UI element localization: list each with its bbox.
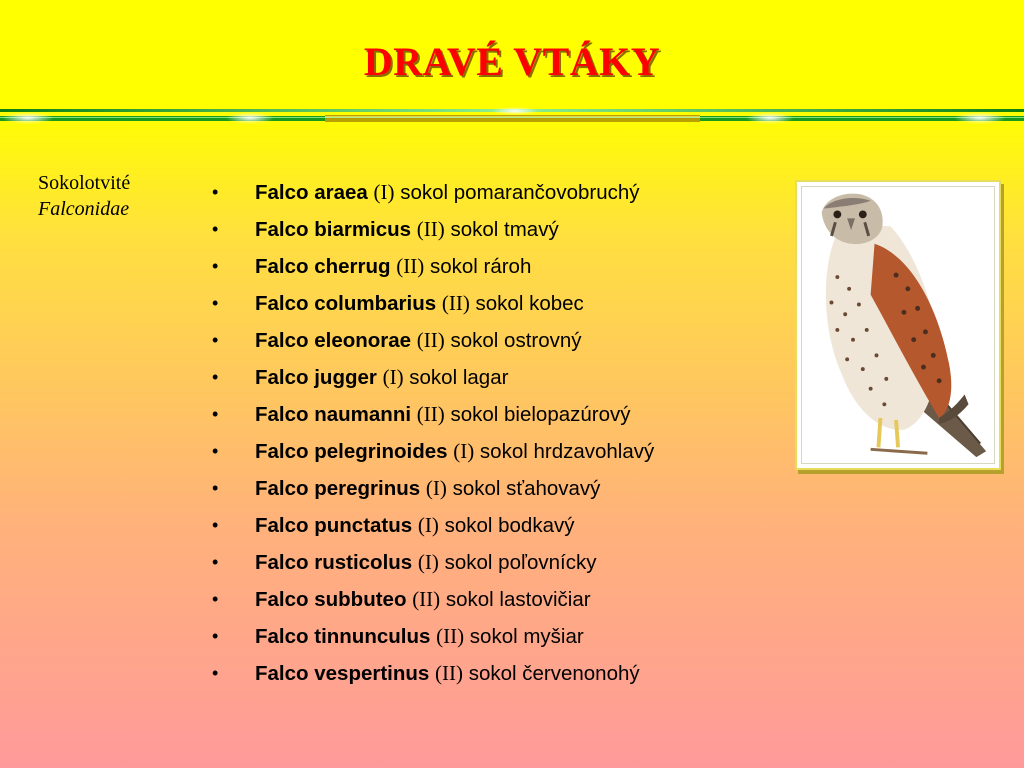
protection-class: (II) [412, 587, 441, 611]
common-name: sokol myšiar [469, 625, 584, 648]
common-name: sokol sťahovavý [452, 477, 601, 500]
common-name: sokol lagar [409, 366, 509, 389]
list-item [212, 359, 654, 396]
protection-class: (II) [416, 217, 445, 241]
falcon-image-frame [795, 180, 1001, 470]
protection-class: (I) [453, 439, 475, 463]
common-name: sokol poľovnícky [444, 551, 597, 574]
scientific-name: Falco eleonorae [255, 329, 412, 352]
list-item [212, 285, 654, 322]
order-name: Sokolotvité [38, 172, 131, 194]
slide-title: DRAVÉ VTÁKY [363, 39, 661, 84]
bullet: • [212, 404, 219, 424]
protection-class: (II) [396, 254, 425, 278]
list-item [212, 655, 654, 692]
scientific-name: Falco pelegrinoides [255, 440, 448, 463]
list-item [212, 470, 654, 507]
falcon-illustration [802, 187, 998, 465]
bullet: • [212, 256, 219, 276]
family-name: Falconidae [38, 198, 130, 220]
bullet: • [212, 182, 219, 202]
protection-class: (II) [441, 291, 470, 315]
scientific-name: Falco vespertinus [255, 662, 430, 685]
bullet: • [212, 663, 219, 683]
list-item [212, 211, 654, 248]
scientific-name: Falco jugger [255, 366, 377, 389]
list-item [212, 618, 654, 655]
scientific-name: Falco biarmicus [255, 218, 412, 241]
list-item [212, 396, 654, 433]
scientific-name: Falco tinnunculus [255, 625, 431, 648]
list-item [212, 507, 654, 544]
scientific-name: Falco rusticolus [255, 551, 413, 574]
protection-class: (II) [416, 328, 445, 352]
bullet: • [212, 330, 219, 350]
list-item [212, 581, 654, 618]
scientific-name: Falco araea [255, 181, 368, 204]
list-item [212, 174, 654, 211]
common-name: sokol bodkavý [444, 514, 575, 537]
bullet: • [212, 441, 219, 461]
common-name: sokol kobec [475, 292, 584, 315]
taxon-label [38, 170, 130, 222]
bullet: • [212, 367, 219, 387]
scientific-name: Falco naumanni [255, 403, 412, 426]
protection-class: (II) [436, 624, 465, 648]
common-name: sokol rároh [429, 255, 532, 278]
protection-class: (II) [435, 661, 463, 685]
protection-class: (I) [382, 365, 404, 389]
bullet: • [212, 552, 219, 572]
common-name: sokol lastovičiar [445, 588, 591, 611]
title-divider [0, 107, 1024, 127]
species-list [212, 174, 654, 692]
scientific-name: Falco subbuteo [255, 588, 407, 611]
bullet: • [212, 589, 219, 609]
bullet: • [212, 293, 219, 313]
list-item [212, 544, 654, 581]
common-name: sokol bielopazúrový [450, 403, 631, 426]
bullet: • [212, 626, 219, 646]
list-item [212, 433, 654, 470]
list-item [212, 248, 654, 285]
bullet: • [212, 515, 219, 535]
common-name: sokol pomarančovobruchý [400, 181, 640, 204]
protection-class: (I) [373, 180, 395, 204]
scientific-name: Falco cherrug [255, 255, 391, 278]
list-item [212, 322, 654, 359]
common-name: sokol hrdzavohlavý [479, 440, 655, 463]
bullet: • [212, 219, 219, 239]
protection-class: (II) [416, 402, 445, 426]
scientific-name: Falco peregrinus [255, 477, 421, 500]
common-name: sokol červenonohý [468, 662, 640, 685]
bullet: • [212, 478, 219, 498]
protection-class: (I) [417, 550, 439, 574]
common-name: sokol tmavý [450, 218, 559, 241]
common-name: sokol ostrovný [450, 329, 582, 352]
protection-class: (I) [417, 513, 439, 537]
scientific-name: Falco punctatus [255, 514, 413, 537]
scientific-name: Falco columbarius [255, 292, 437, 315]
protection-class: (I) [425, 476, 447, 500]
